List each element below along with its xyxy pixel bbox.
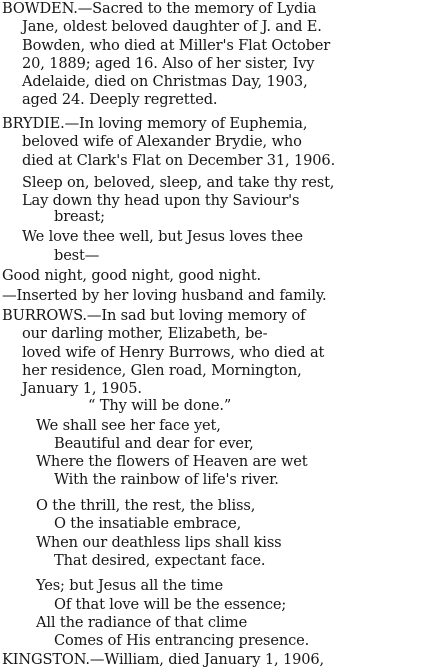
verse-line: That desired, expectant face. — [54, 551, 266, 569]
notice-text-line: her residence, Glen road, Mornington, — [22, 361, 302, 379]
notice-heading-line: BRYDIE.—In loving memory of Euphemia, — [2, 115, 308, 133]
notice-text-line: died at Clark's Flat on December 31, 1906. — [22, 151, 336, 169]
notice-text-line: 20, 1889; aged 16. Also of her sister, Ivy — [22, 54, 315, 72]
verse-line: Comes of His entrancing presence. — [54, 632, 310, 650]
verse-line: Good night, good night, good night. — [2, 266, 261, 284]
verse-line: Sleep on, beloved, sleep, and take thy rest, — [22, 173, 335, 191]
notice-signature: —Inserted by her loving husband and family. — [2, 286, 327, 304]
notice-heading-line: KINGSTON.—William, died January 1, 1906, — [2, 650, 324, 668]
verse-line: When our deathless lips shall kiss — [36, 533, 282, 551]
notice-text-line: January 1, 1905. — [22, 380, 142, 398]
notice-text-line: aged 24. Deeply regretted. — [22, 91, 218, 109]
notice-text-line: Bowden, who died at Miller's Flat October — [22, 36, 331, 54]
notice-heading-line: BOWDEN.—Sacred to the memory of Lydia — [2, 0, 317, 17]
notice-text-line: loved wife of Henry Burrows, who died at — [22, 343, 325, 361]
notice-text-line: beloved wife of Alexander Brydie, who — [22, 133, 302, 151]
verse-line: Beautiful and dear for ever, — [54, 434, 254, 452]
notice-text-line: Jane, oldest beloved daughter of J. and E. — [22, 18, 322, 36]
verse-line: Yes; but Jesus all the time — [36, 577, 223, 595]
verse-epigraph: “ Thy will be done.” — [88, 396, 232, 414]
verse-line: Where the flowers of Heaven are wet — [36, 453, 308, 471]
notice-text-line: our darling mother, Elizabeth, be- — [22, 325, 268, 343]
verse-line: Of that love will be the essence; — [54, 595, 287, 613]
verse-line: best— — [54, 246, 100, 264]
verse-line: We shall see her face yet, — [36, 416, 221, 434]
verse-line: Lay down thy head upon thy Saviour's — [22, 191, 300, 209]
verse-line: With the rainbow of life's river. — [54, 471, 279, 489]
verse-line: O the insatiable embrace, — [54, 515, 242, 533]
verse-line: All the radiance of that clime — [36, 614, 248, 631]
verse-line: O the thrill, the rest, the bliss, — [36, 497, 256, 515]
notice-text-line: Adelaide, died on Christmas Day, 1903, — [22, 73, 308, 91]
verse-line: breast; — [54, 208, 105, 226]
verse-line: We love thee well, but Jesus loves thee — [22, 228, 303, 246]
notice-heading-line: BURROWS.—In sad but loving memory of — [2, 307, 306, 324]
